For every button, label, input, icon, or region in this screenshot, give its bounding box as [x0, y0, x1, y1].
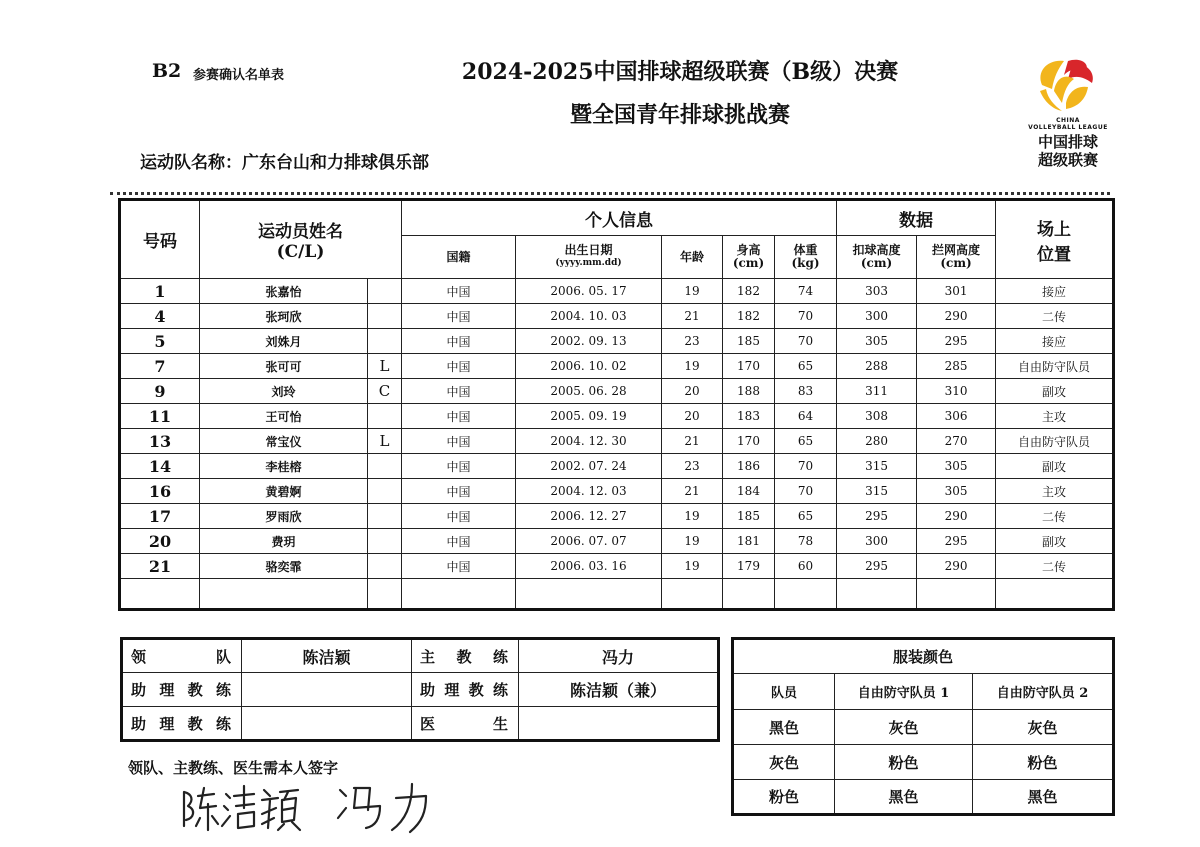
cell-role: L — [368, 354, 402, 379]
cell-age: 19 — [662, 279, 723, 304]
label-char: 教 — [468, 681, 486, 699]
label-char: 练 — [492, 681, 510, 699]
cell-number: 21 — [120, 554, 200, 579]
cell-spike-height: 300 — [837, 529, 917, 554]
cell-empty — [200, 579, 368, 610]
table-row — [120, 529, 1114, 554]
head-coach-name: 冯力 — [519, 639, 719, 673]
logo-text-cn-1: 中国排球 — [1037, 133, 1098, 151]
cell-block-height: 295 — [917, 529, 996, 554]
label-char: 练 — [215, 714, 233, 733]
cell-weight: 78 — [775, 529, 837, 554]
cell-position: 副攻 — [996, 379, 1114, 404]
cell-spike-height: 311 — [837, 379, 917, 404]
cell-spike-height: 303 — [837, 279, 917, 304]
header-age: 年龄 — [662, 236, 723, 279]
cell-age: 19 — [662, 504, 723, 529]
table-row — [120, 404, 1114, 429]
cell-birth: 2002. 09. 13 — [516, 329, 662, 354]
cell-nationality: 中国 — [402, 404, 516, 429]
cell-name: 王可怡 — [200, 404, 368, 429]
cell-empty — [368, 579, 402, 610]
header-name-label: 运动员姓名 — [258, 222, 343, 242]
cell-birth: 2005. 06. 28 — [516, 379, 662, 404]
cell-empty — [120, 579, 200, 610]
cell-empty — [837, 579, 917, 610]
header-personal-info: 个人信息 — [402, 200, 837, 236]
cell-role — [368, 529, 402, 554]
cell-age: 19 — [662, 529, 723, 554]
label-char: 练 — [215, 681, 233, 699]
header-height-unit: (cm) — [732, 256, 765, 270]
table-row — [120, 329, 1114, 354]
cell-number: 14 — [120, 454, 200, 479]
label-assistant-coach-2 — [412, 673, 519, 707]
cell-number: 11 — [120, 404, 200, 429]
assistant-coach-1-name — [242, 673, 412, 707]
assistant-coach-3-name — [242, 707, 412, 741]
cell-weight: 60 — [775, 554, 837, 579]
cell-weight: 70 — [775, 329, 837, 354]
table-row — [120, 279, 1114, 304]
logo-text-en-2: VOLLEYBALL LEAGUE — [1028, 124, 1108, 131]
cell-empty — [723, 579, 775, 610]
header-weight-unit: (kg) — [791, 256, 820, 270]
cell-name: 张可可 — [200, 354, 368, 379]
cell-empty — [402, 579, 516, 610]
label-doctor — [412, 707, 519, 741]
table-row — [733, 710, 1114, 745]
cell-number: 4 — [120, 304, 200, 329]
header-number: 号码 — [120, 200, 200, 279]
cell-name: 罗雨欣 — [200, 504, 368, 529]
label-char: 生 — [492, 714, 510, 733]
cell-block-height: 310 — [917, 379, 996, 404]
header-height-label: 身高 — [736, 243, 761, 257]
cell-age: 20 — [662, 379, 723, 404]
cell-height: 182 — [723, 304, 775, 329]
cell-spike-height: 315 — [837, 454, 917, 479]
cell-weight: 70 — [775, 304, 837, 329]
cell-empty — [917, 579, 996, 610]
header-weight-label: 体重 — [793, 243, 818, 257]
cell-role — [368, 479, 402, 504]
cell-number: 5 — [120, 329, 200, 354]
cell-weight: 65 — [775, 504, 837, 529]
cell-weight: 70 — [775, 479, 837, 504]
cell-number: 13 — [120, 429, 200, 454]
cell-nationality: 中国 — [402, 329, 516, 354]
label-assistant-coach-3 — [122, 707, 242, 741]
cell-age: 21 — [662, 479, 723, 504]
cell-role — [368, 454, 402, 479]
label-char: 助 — [420, 681, 438, 699]
uniform-player-color: 灰色 — [733, 745, 835, 780]
cell-height: 186 — [723, 454, 775, 479]
table-row — [120, 504, 1114, 529]
cell-birth: 2006. 10. 02 — [516, 354, 662, 379]
cell-spike-height: 295 — [837, 554, 917, 579]
cell-name: 刘姝月 — [200, 329, 368, 354]
table-row — [733, 780, 1114, 815]
cell-role: L — [368, 429, 402, 454]
table-row — [120, 429, 1114, 454]
header-birth — [516, 236, 662, 279]
header-position-2: 位置 — [1037, 244, 1072, 265]
logo-text-en — [1028, 117, 1108, 131]
cell-position: 二传 — [996, 304, 1114, 329]
label-char: 助 — [131, 714, 149, 733]
cell-spike-height: 295 — [837, 504, 917, 529]
cell-spike-height: 280 — [837, 429, 917, 454]
cell-role — [368, 329, 402, 354]
uniform-libero-1-color: 灰色 — [835, 710, 973, 745]
uniform-body — [733, 710, 1114, 815]
uniform-player-color: 黑色 — [733, 710, 835, 745]
cell-position: 二传 — [996, 504, 1114, 529]
uniform-libero-1-color: 黑色 — [835, 780, 973, 815]
label-char: 教 — [187, 681, 205, 699]
header-spike-label: 扣球高度 — [852, 243, 901, 257]
header-position — [996, 200, 1114, 279]
logo-text-cn-2: 超级联赛 — [1037, 151, 1098, 169]
cell-role — [368, 304, 402, 329]
cell-nationality: 中国 — [402, 354, 516, 379]
cell-empty — [775, 579, 837, 610]
label-char: 领 — [131, 647, 149, 666]
cell-name: 费玥 — [200, 529, 368, 554]
cell-position: 自由防守队员 — [996, 429, 1114, 454]
header-block-unit: (cm) — [940, 256, 972, 270]
cell-position: 副攻 — [996, 454, 1114, 479]
cell-weight: 70 — [775, 454, 837, 479]
cell-birth: 2002. 07. 24 — [516, 454, 662, 479]
cell-age: 20 — [662, 404, 723, 429]
cell-spike-height: 305 — [837, 329, 917, 354]
doctor-name — [519, 707, 719, 741]
cell-empty — [516, 579, 662, 610]
table-row — [120, 379, 1114, 404]
header-spike-unit: (cm) — [860, 256, 893, 270]
roster-table — [118, 198, 1115, 611]
table-row — [120, 354, 1114, 379]
form-name: 参赛确认名单表 — [193, 68, 285, 83]
cell-weight: 65 — [775, 429, 837, 454]
header-spike — [837, 236, 917, 279]
table-row — [733, 745, 1114, 780]
label-char: 主 — [420, 647, 438, 666]
label-char: 助 — [131, 681, 149, 699]
header-position-1: 场上 — [1037, 219, 1072, 240]
cell-height: 185 — [723, 504, 775, 529]
cell-birth: 2006. 07. 07 — [516, 529, 662, 554]
cell-birth: 2006. 03. 16 — [516, 554, 662, 579]
cell-spike-height: 308 — [837, 404, 917, 429]
cell-name: 李桂榕 — [200, 454, 368, 479]
uniform-libero-2-color: 黑色 — [973, 780, 1114, 815]
header-nationality: 国籍 — [402, 236, 516, 279]
table-row — [120, 454, 1114, 479]
cell-block-height: 290 — [917, 304, 996, 329]
cell-age: 19 — [662, 354, 723, 379]
cell-name: 张珂欣 — [200, 304, 368, 329]
cell-name: 张嘉怡 — [200, 279, 368, 304]
label-char: 理 — [444, 681, 462, 699]
cell-nationality: 中国 — [402, 279, 516, 304]
label-head-coach — [412, 639, 519, 673]
cell-birth: 2006. 12. 27 — [516, 504, 662, 529]
cell-nationality: 中国 — [402, 529, 516, 554]
uniform-player-color: 粉色 — [733, 780, 835, 815]
cell-height: 188 — [723, 379, 775, 404]
cell-height: 185 — [723, 329, 775, 354]
cell-role — [368, 504, 402, 529]
label-char: 理 — [159, 714, 177, 733]
table-row — [120, 554, 1114, 579]
cell-birth: 2004. 12. 30 — [516, 429, 662, 454]
cell-birth: 2004. 12. 03 — [516, 479, 662, 504]
header-block-label: 拦网高度 — [932, 243, 981, 257]
team-name-line — [140, 148, 429, 173]
label-char: 教 — [187, 714, 205, 733]
staff-table — [120, 637, 720, 742]
cell-block-height: 306 — [917, 404, 996, 429]
cell-position: 主攻 — [996, 479, 1114, 504]
signature-drawing — [170, 778, 450, 838]
team-name: 广东台山和力排球俱乐部 — [242, 153, 429, 173]
cell-name: 刘玲 — [200, 379, 368, 404]
cell-name: 黄碧婀 — [200, 479, 368, 504]
cell-block-height: 305 — [917, 454, 996, 479]
uniform-header-player: 队员 — [733, 674, 835, 710]
cell-weight: 74 — [775, 279, 837, 304]
uniform-libero-2-color: 粉色 — [973, 745, 1114, 780]
cell-nationality: 中国 — [402, 454, 516, 479]
uniform-libero-2-color: 灰色 — [973, 710, 1114, 745]
header-birth-label: 出生日期 — [564, 243, 613, 257]
cell-weight: 65 — [775, 354, 837, 379]
cell-birth: 2006. 05. 17 — [516, 279, 662, 304]
cell-role: C — [368, 379, 402, 404]
cell-block-height: 305 — [917, 479, 996, 504]
header-height — [723, 236, 775, 279]
table-row — [120, 479, 1114, 504]
cell-empty — [996, 579, 1114, 610]
table-row — [120, 304, 1114, 329]
cell-block-height: 285 — [917, 354, 996, 379]
cell-age: 21 — [662, 304, 723, 329]
league-logo — [1028, 55, 1108, 170]
cell-number: 17 — [120, 504, 200, 529]
cell-weight: 64 — [775, 404, 837, 429]
uniform-header-libero-2: 自由防守队员 2 — [973, 674, 1114, 710]
label-assistant-coach-1 — [122, 673, 242, 707]
cell-role — [368, 404, 402, 429]
cell-role — [368, 554, 402, 579]
cell-block-height: 270 — [917, 429, 996, 454]
cell-birth: 2004. 10. 03 — [516, 304, 662, 329]
uniform-title: 服装颜色 — [733, 639, 1114, 674]
header-birth-format: (yyyy.mm.dd) — [555, 258, 622, 268]
label-char: 理 — [159, 681, 177, 699]
cell-nationality: 中国 — [402, 304, 516, 329]
assistant-coach-2-name: 陈洁颖（兼） — [519, 673, 719, 707]
cell-height: 179 — [723, 554, 775, 579]
cell-empty — [662, 579, 723, 610]
team-label: 运动队名称： — [140, 153, 242, 173]
label-team-leader — [122, 639, 242, 673]
cell-name: 常宝仪 — [200, 429, 368, 454]
label-char: 队 — [215, 647, 233, 666]
cell-nationality: 中国 — [402, 379, 516, 404]
cell-nationality: 中国 — [402, 429, 516, 454]
uniform-libero-1-color: 粉色 — [835, 745, 973, 780]
header-name-sub: (C/L) — [276, 242, 325, 262]
uniform-header-libero-1: 自由防守队员 1 — [835, 674, 973, 710]
cell-height: 183 — [723, 404, 775, 429]
cell-age: 23 — [662, 454, 723, 479]
cell-role — [368, 279, 402, 304]
header-data: 数据 — [837, 200, 996, 236]
header-weight — [775, 236, 837, 279]
label-char: 医 — [420, 714, 438, 733]
cell-height: 182 — [723, 279, 775, 304]
cell-height: 170 — [723, 429, 775, 454]
document-title: 2024-2025中国排球超级联赛（B级）决赛 — [461, 59, 899, 85]
document-subtitle: 暨全国青年排球挑战赛 — [569, 102, 790, 128]
cell-position: 主攻 — [996, 404, 1114, 429]
cell-height: 181 — [723, 529, 775, 554]
cell-position: 接应 — [996, 279, 1114, 304]
cell-number: 16 — [120, 479, 200, 504]
cell-weight: 83 — [775, 379, 837, 404]
cell-position: 二传 — [996, 554, 1114, 579]
dotted-divider — [110, 192, 1110, 195]
cell-block-height: 295 — [917, 329, 996, 354]
team-leader-name: 陈洁颖 — [242, 639, 412, 673]
header-block — [917, 236, 996, 279]
cell-position: 副攻 — [996, 529, 1114, 554]
label-char: 教 — [456, 647, 474, 666]
cell-number: 7 — [120, 354, 200, 379]
cell-spike-height: 288 — [837, 354, 917, 379]
cell-nationality: 中国 — [402, 554, 516, 579]
cell-position: 接应 — [996, 329, 1114, 354]
cell-block-height: 301 — [917, 279, 996, 304]
cell-age: 21 — [662, 429, 723, 454]
cell-block-height: 290 — [917, 504, 996, 529]
uniform-color-table — [731, 637, 1115, 816]
volleyball-icon — [1028, 55, 1108, 117]
cell-block-height: 290 — [917, 554, 996, 579]
cell-nationality: 中国 — [402, 504, 516, 529]
cell-number: 20 — [120, 529, 200, 554]
table-row-empty — [120, 579, 1114, 610]
header-name — [200, 200, 402, 279]
cell-number: 9 — [120, 379, 200, 404]
cell-spike-height: 315 — [837, 479, 917, 504]
form-code: B2 — [152, 60, 182, 82]
cell-number: 1 — [120, 279, 200, 304]
cell-spike-height: 300 — [837, 304, 917, 329]
cell-age: 19 — [662, 554, 723, 579]
cell-name: 骆奕霏 — [200, 554, 368, 579]
cell-nationality: 中国 — [402, 479, 516, 504]
cell-height: 170 — [723, 354, 775, 379]
cell-birth: 2005. 09. 19 — [516, 404, 662, 429]
cell-age: 23 — [662, 329, 723, 354]
roster-body — [120, 279, 1114, 610]
signature-note: 领队、主教练、医生需本人签字 — [128, 759, 339, 777]
logo-text-cn — [1028, 133, 1108, 169]
cell-position: 自由防守队员 — [996, 354, 1114, 379]
label-char: 练 — [492, 647, 510, 666]
handwritten-signatures — [170, 778, 450, 838]
logo-text-en-1: CHINA — [1056, 117, 1080, 124]
cell-height: 184 — [723, 479, 775, 504]
